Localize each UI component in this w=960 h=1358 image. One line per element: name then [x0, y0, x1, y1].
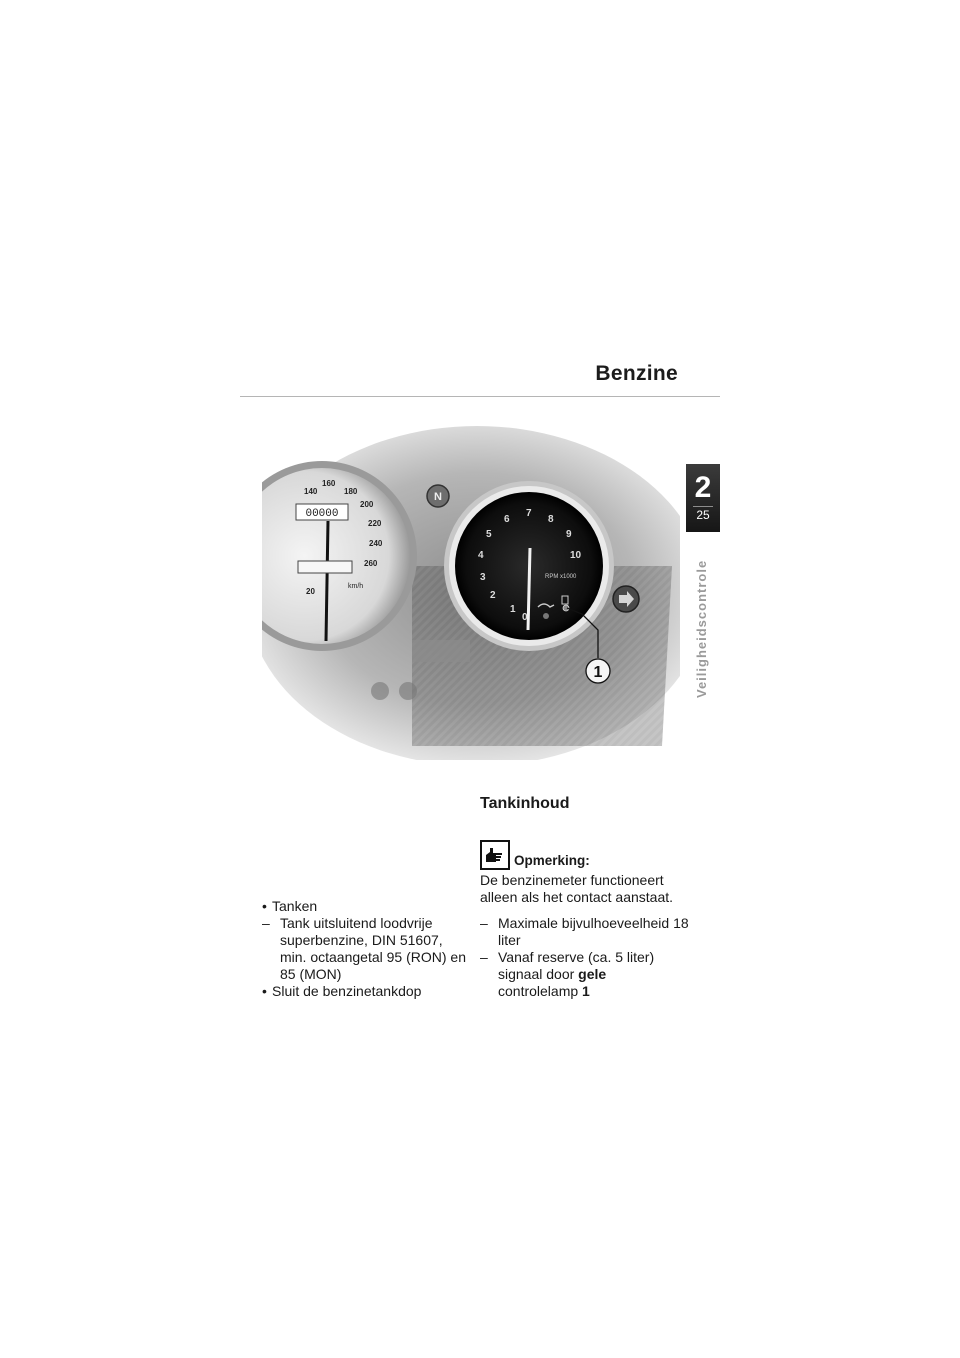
note-hand-icon [480, 840, 510, 870]
emphasis-text: gele [578, 966, 607, 982]
rpm-label: RPM x1000 [545, 574, 577, 580]
list-item [480, 949, 690, 1000]
right-column [480, 794, 700, 906]
tacho-tick-label: 1 [510, 604, 516, 615]
instrument-cluster-photo [262, 416, 680, 760]
tacho-tick-label: 8 [548, 514, 554, 525]
list-item [480, 915, 690, 949]
speedo-tick-label: 140 [304, 487, 318, 496]
speedo-tick-label: 220 [368, 519, 382, 528]
page-title: Benzine [595, 362, 678, 385]
list-item [262, 898, 472, 915]
odometer-text: 00000 [305, 508, 339, 520]
left-column [262, 898, 472, 1000]
list-item-text: Tanken [272, 898, 318, 914]
tachometer [444, 481, 614, 651]
tacho-tick-label: 9 [566, 529, 572, 540]
callout-number: 1 [593, 664, 603, 681]
chapter-divider [693, 506, 713, 507]
note-label: Opmerking: [514, 853, 590, 868]
tacho-tick-label: 3 [480, 572, 486, 583]
dash-mark: – [480, 949, 488, 965]
speedo-tick-label: 200 [360, 500, 374, 509]
bullet-mark: • [262, 983, 267, 999]
header-rule [240, 396, 720, 397]
tacho-tick-label: 10 [570, 550, 582, 561]
speedo-tick-label: 20 [306, 587, 315, 596]
chapter-tab [686, 464, 720, 532]
dash-mark: – [262, 915, 270, 931]
neutral-letter: N [434, 491, 442, 503]
indicator-lamp [543, 613, 549, 619]
list-item-text: Tank uitsluitend loodvrije superbenzine, DIN 51607, min. octaangetal 95 (RON) en 85 (MON) [280, 915, 466, 982]
speedo-tick-label: 160 [322, 479, 336, 488]
bullet-mark: • [262, 898, 267, 914]
dash-mark: – [480, 915, 488, 931]
speed-unit-label: km/h [348, 583, 364, 590]
list-item [262, 983, 472, 1000]
note-box [480, 840, 700, 906]
neutral-indicator [427, 485, 449, 507]
speedo-tick-label: 180 [344, 487, 358, 496]
list-item-text: controlelamp [498, 983, 579, 999]
tank-capacity-list [480, 915, 690, 1000]
tacho-tick-label: 0 [522, 612, 528, 623]
speedo-tick-label: 240 [369, 539, 383, 548]
tacho-tick-label: 7 [526, 508, 532, 519]
page-number: 25 [696, 508, 710, 522]
tacho-tick-label: 4 [478, 550, 484, 561]
chapter-number: 2 [694, 471, 712, 504]
tacho-tick-label: 6 [504, 514, 510, 525]
list-item-text: Maximale bijvulhoeveelheid 18 liter [498, 915, 689, 948]
tacho-tick-label: 5 [486, 529, 492, 540]
refuel-instructions [262, 898, 472, 1000]
side-section-label: Veiligheidscontrole [694, 559, 709, 698]
tacho-tick-label: 2 [490, 590, 496, 601]
list-item-text: Sluit de benzinetankdop [272, 983, 422, 999]
list-item [262, 915, 472, 983]
note-text: De benzinemeter functioneert alleen als het contact aanstaat. [480, 872, 674, 905]
turn-signal-icon [613, 586, 639, 612]
speedo-tick-label: 260 [364, 559, 378, 568]
section-heading: Tankinhoud [480, 795, 570, 812]
list-item-text: Vanaf reserve (ca. 5 liter) signaal door [498, 949, 655, 982]
reference-number: 1 [582, 983, 590, 999]
lcd-display [412, 640, 470, 662]
